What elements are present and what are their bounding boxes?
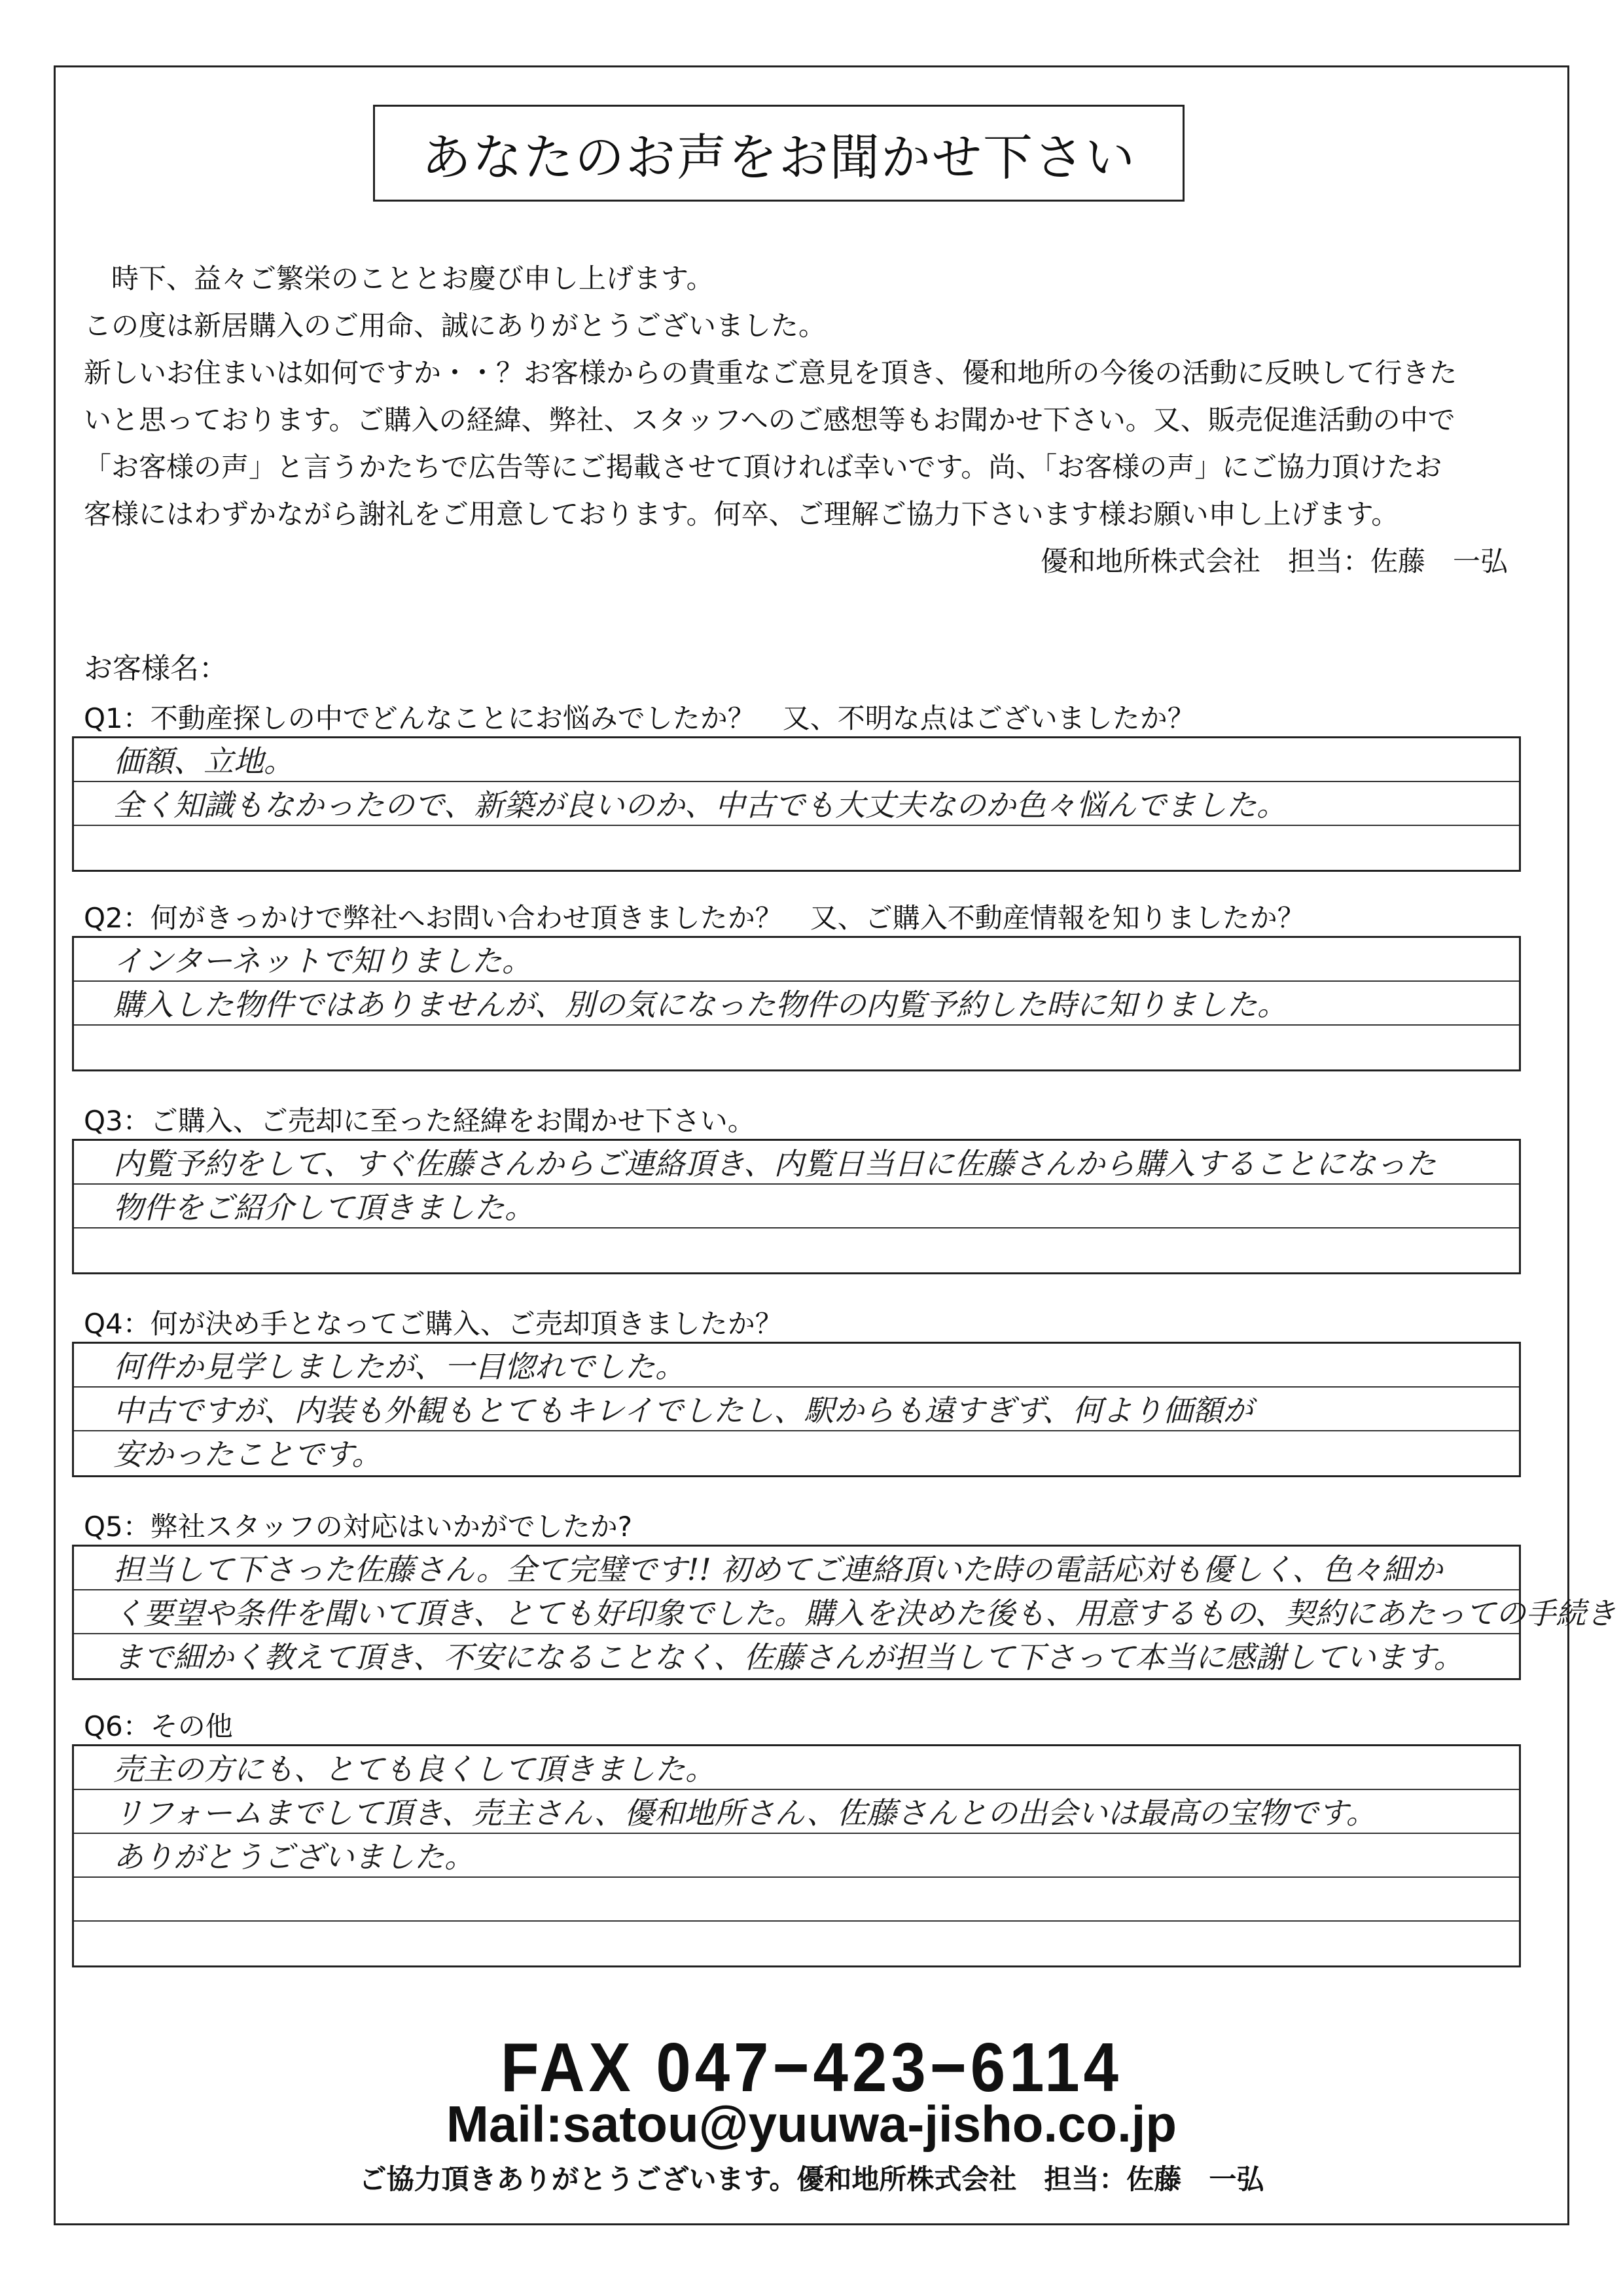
answer-line: まで細かく教えて頂き、不安になることなく、佐藤さんが担当して下さって本当に感謝しています。 (113, 1640, 1464, 1675)
intro-signature: 優和地所株式会社 担当：佐藤 一弘 (1040, 545, 1508, 577)
customer-name-label: お客様名： (84, 652, 228, 685)
intro-line: 客様にはわずかながら謝礼をご用意しております。何卒、ご理解ご協力下さいます様お願い申し上げます。 (84, 498, 1399, 530)
answer-line (74, 1026, 1519, 1069)
answer-line: 内覧予約をして、すぐ佐藤さんからご連絡頂き、内覧日当日に佐藤さんから購入することになった (74, 1141, 1519, 1185)
intro-line: この度は新居購入のご用命、誠にありがとうございました。 (84, 310, 827, 342)
page-title: あなたのお声をお聞かせ下さい (373, 105, 1185, 202)
answer-line: く要望や条件を聞いて頂き、とても好印象でした。購入を決めた後も、用意するもの、契約にあたっての手続き (74, 1590, 1519, 1634)
intro-line: 「お客様の声」と言うかたちで広告等にご掲載させて頂ければ幸いです。尚、「お客様の声」にご協力頂けたお (84, 451, 1442, 483)
question-6-label: Q6：その他 (84, 1710, 233, 1742)
answer-box-5 (72, 1545, 1616, 1680)
answer-line: 物件をご紹介して頂きました。 (74, 1185, 1519, 1229)
question-5-label: Q5：弊社スタッフの対応はいかがでしたか? (84, 1511, 633, 1543)
thanks-note: ご協力頂きありがとうございます。優和地所株式会社 担当：佐藤 一弘 (359, 2163, 1264, 2195)
answer-box-3 (72, 1139, 1521, 1274)
answer-line (74, 826, 1519, 870)
answer-box-2 (72, 936, 1521, 1071)
answer-line: 売主の方にも、とても良くして頂きました。 (74, 1746, 1519, 1790)
intro-line: いと思っております。ご購入の経緯、弊社、スタッフへのご感想等もお聞かせ下さい。又、販売促進活動の中で (84, 404, 1455, 436)
intro-line: 時下、益々ご繁栄のこととお慶び申し上げます。 (111, 262, 714, 295)
answer-line: 価額、立地。 (74, 738, 1519, 782)
answer-line: 購入した物件ではありませんが、別の気になった物件の内覧予約した時に知りました。 (74, 982, 1519, 1026)
answer-box-1 (72, 736, 1521, 872)
answer-line: 担当して下さった佐藤さん。全て完璧です!! 初めてご連絡頂いた時の電話応対も優しく、色々細か (74, 1547, 1519, 1590)
intro-text (84, 255, 1521, 585)
fax-number: FAX 047−423−6114 (500, 2029, 1123, 2107)
answer-line: リフォームまでして頂き、売主さん、優和地所さん、佐藤さんとの出会いは最高の宝物です。 (74, 1790, 1519, 1834)
answer-line: インターネットで知りました。 (74, 938, 1519, 982)
question-1-label: Q1：不動産探しの中でどんなことにお悩みでしたか？ 又、不明な点はございましたか？ (84, 702, 1195, 734)
intro-line: 新しいお住まいは如何ですか・・？お客様からの貴重なご意見を頂き、優和地所の今後の活動に反映して行きた (84, 357, 1457, 389)
answer-line: 安かったことです。 (113, 1437, 382, 1472)
answer-line: 中古ですが、内装も外観もとてもキレイでしたし、駅からも遠すぎず、何より価額が (74, 1388, 1519, 1431)
answer-line (74, 1229, 1519, 1272)
answer-line: 何件か見学しましたが、一目惚れでした。 (74, 1344, 1519, 1388)
answer-line: 全く知識もなかったので、新築が良いのか、中古でも大丈夫なのか色々悩んでました。 (74, 782, 1519, 826)
answer-box-6 (72, 1744, 1521, 1967)
question-2-label: Q2：何がきっかけで弊社へお問い合わせ頂きましたか？ 又、ご購入不動産情報を知りましたか？ (84, 902, 1305, 934)
answer-line (74, 1878, 1519, 1922)
answer-box-4 (72, 1342, 1521, 1477)
mail-address: Mail:satou@yuuwa-jisho.co.jp (446, 2095, 1177, 2153)
answer-line: ありがとうございました。 (74, 1834, 1519, 1878)
answer-line (74, 1922, 1519, 1965)
question-4-label: Q4：何が決め手となってご購入、ご売却頂きましたか？ (84, 1308, 783, 1340)
question-3-label: Q3：ご購入、ご売却に至った経緯をお聞かせ下さい。 (84, 1105, 755, 1137)
